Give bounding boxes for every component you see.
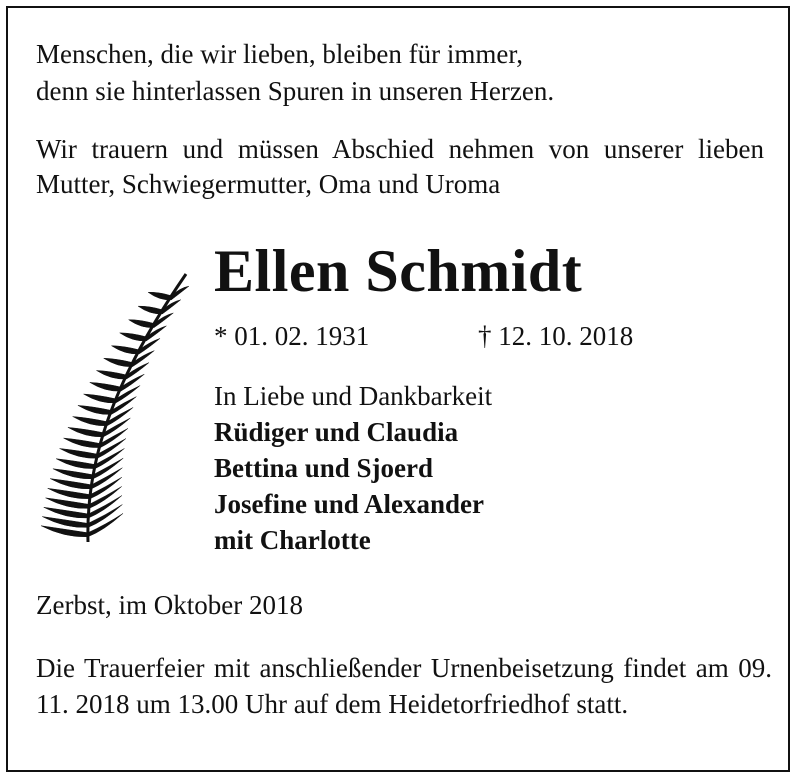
family-block [214,378,734,558]
deceased-name: Ellen Schmidt [214,238,583,304]
place-and-date: Zerbst, im Oktober 2018 [36,590,303,620]
death-date: † 12. 10. 2018 [478,321,634,351]
verse-line-1: Menschen, die wir lieben, bleiben für immer, [36,39,524,69]
birth-date: * 01. 02. 1931 [214,321,370,351]
mourner-name: mit Charlotte [214,525,371,555]
mourning-announcement: Wir trauern und müssen Abschied nehmen von unserer lieben Mutter, Schwiegermutter, Oma und Uroma [36,134,764,199]
verse-line-2: denn sie hinterlassen Spuren in unseren Herzen. [36,76,555,106]
mourner-name: Rüdiger und Claudia [214,417,459,447]
ceremony-notice: Die Trauerfeier mit anschließender Urnenbeisetzung findet am 09. 11. 2018 um 13.00 Uhr auf dem Heidetorfriedhof statt. [36,653,772,719]
memorial-verse [36,36,776,110]
mourner-name: Bettina und Sjoerd [214,453,434,483]
obituary-card [6,6,790,772]
fern-leaf-icon [36,270,201,545]
mourner-name: Josefine und Alexander [214,489,485,519]
family-intro: In Liebe und Dankbarkeit [214,381,493,411]
